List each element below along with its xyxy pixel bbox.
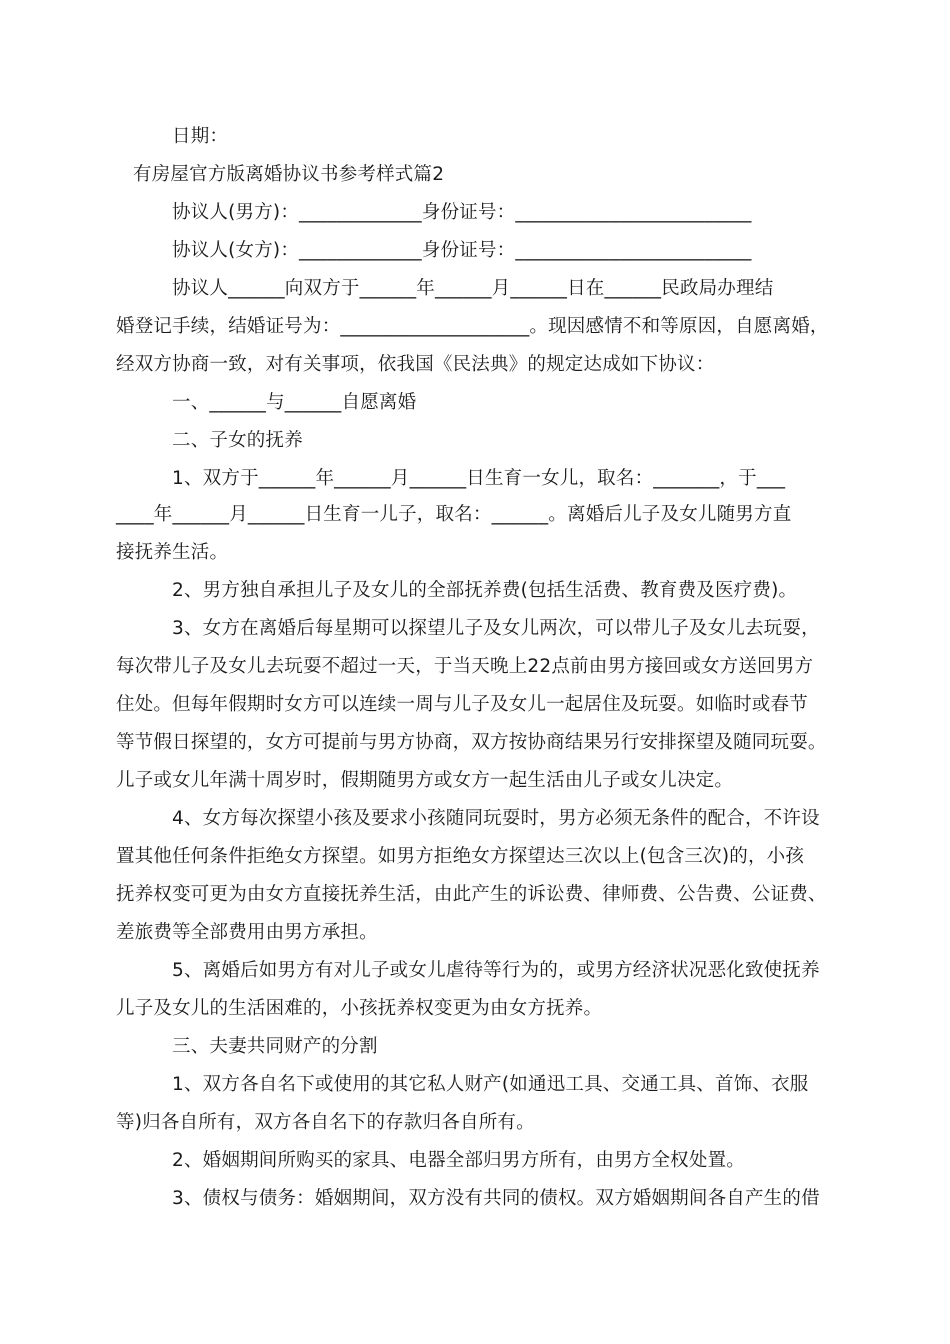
party-female-line: 协议人(女方)：_____________身份证号：_________________________ — [172, 240, 752, 261]
paragraph-line: 1、双方于______年______月______日生育一女儿，取名：_______，于___ — [172, 468, 786, 489]
paragraph-line: 儿子及女儿的生活困难的，小孩抚养权变更为由女方抚养。 — [116, 998, 603, 1019]
date-label: 日期： — [172, 126, 229, 147]
paragraph-line: 差旅费等全部费用由男方承担。 — [116, 922, 378, 943]
paragraph-line: 抚养权变可更为由女方直接抚养生活，由此产生的诉讼费、律师费、公告费、公证费、 — [116, 884, 827, 905]
paragraph-line: 每次带儿子及女儿去玩耍不超过一天，于当天晚上22点前由男方接回或女方送回男方 — [116, 656, 814, 677]
paragraph-line: 等)归各自所有，双方各自名下的存款归各自所有。 — [116, 1112, 535, 1133]
paragraph-line: 等节假日探望的，女方可提前与男方协商，双方按协商结果另行安排探望及随同玩耍。 — [116, 732, 827, 753]
paragraph-line: 3、债权与债务：婚姻期间，双方没有共同的债权。双方婚姻期间各自产生的借 — [172, 1188, 820, 1209]
party-male-line: 协议人(男方)：_____________身份证号：_________________________ — [172, 202, 752, 223]
paragraph-line: 协议人______向双方于______年______月______日在______民政局办理结 — [172, 278, 774, 299]
paragraph-line: 婚登记手续，结婚证号为：____________________。现因感情不和等原因，自愿离婚， — [116, 316, 829, 337]
paragraph-line: 置其他任何条件拒绝女方探望。如男方拒绝女方探望达三次以上(包含三次)的，小孩 — [116, 846, 805, 867]
clause-heading: 三、夫妻共同财产的分割 — [172, 1036, 378, 1057]
paragraph-line: 5、离婚后如男方有对儿子或女儿虐待等行为的，或男方经济状况恶化致使抚养 — [172, 960, 820, 981]
paragraph-line: 4、女方每次探望小孩及要求小孩随同玩耍时，男方必须无条件的配合，不许设 — [172, 808, 820, 829]
paragraph-line: ____年______月______日生育一儿子，取名：______。离婚后儿子及女儿随男方直 — [116, 504, 792, 525]
paragraph-line: 儿子或女儿年满十周岁时，假期随男方或女方一起生活由儿子或女儿决定。 — [116, 770, 734, 791]
paragraph-line: 2、男方独自承担儿子及女儿的全部抚养费(包括生活费、教育费及医疗费)。 — [172, 580, 798, 601]
paragraph-line: 3、女方在离婚后每星期可以探望儿子及女儿两次，可以带儿子及女儿去玩耍， — [172, 618, 820, 639]
paragraph-line: 1、双方各自名下或使用的其它私人财产(如通迅工具、交通工具、首饰、衣服 — [172, 1074, 809, 1095]
paragraph-line: 住处。但每年假期时女方可以连续一周与儿子及女儿一起居住及玩耍。如临时或春节 — [116, 694, 808, 715]
paragraph-line: 接抚养生活。 — [116, 542, 229, 563]
paragraph-line: 2、婚姻期间所购买的家具、电器全部归男方所有，由男方全权处置。 — [172, 1150, 745, 1171]
section-title: 有房屋官方版离婚协议书参考样式篇2 — [133, 164, 445, 185]
clause-heading: 二、子女的抚养 — [172, 430, 303, 451]
paragraph-line: 经双方协商一致，对有关事项，依我国《民法典》的规定达成如下协议： — [116, 354, 715, 375]
clause-heading: 一、______与______自愿离婚 — [172, 392, 417, 413]
